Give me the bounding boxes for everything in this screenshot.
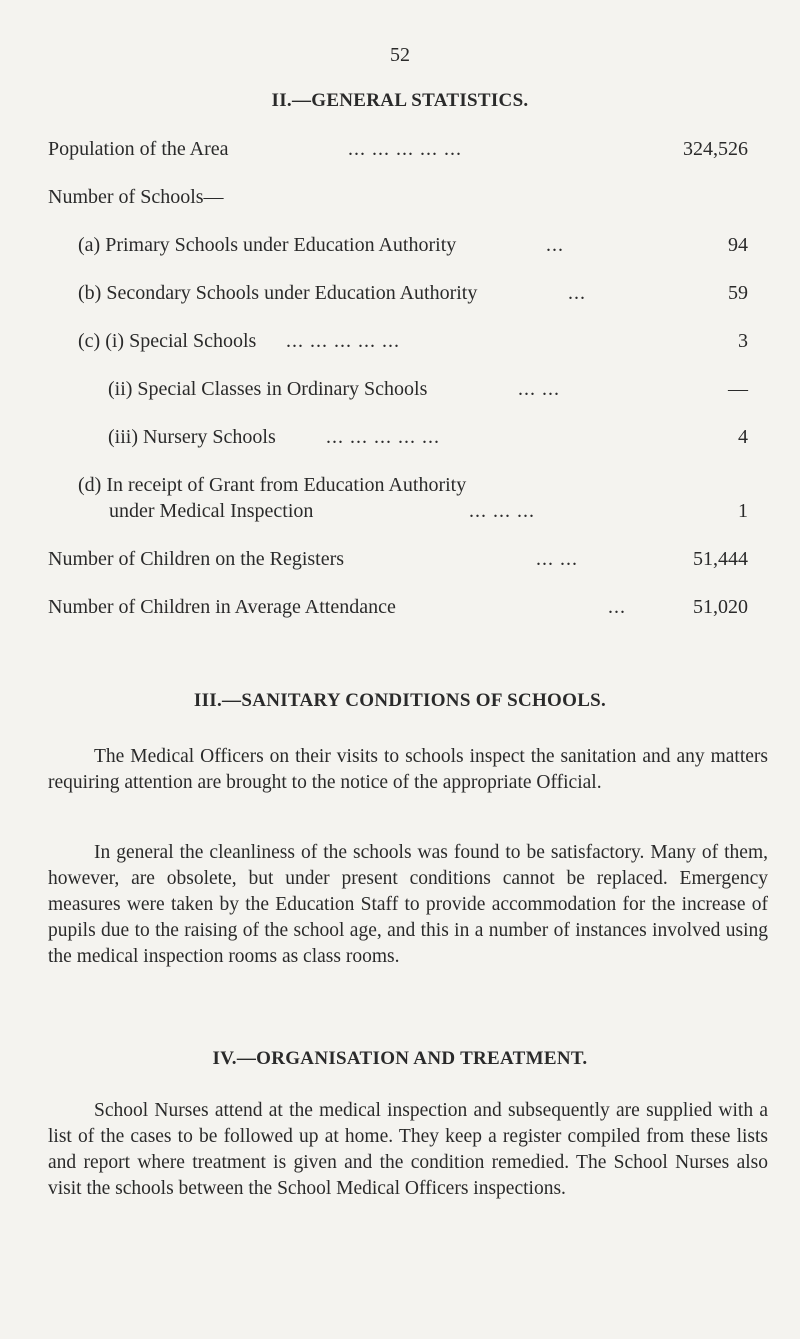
stat-value: 4: [738, 426, 748, 448]
leader-dots: ...: [546, 234, 564, 256]
section-heading-general-statistics: II.—GENERAL STATISTICS.: [271, 90, 529, 111]
stat-row: [78, 282, 748, 308]
stat-row: [78, 330, 748, 356]
stat-value: 1: [738, 500, 748, 522]
stat-label: (c) (i) Special Schools: [78, 330, 257, 352]
stat-label: (a) Primary Schools under Education Authority: [78, 234, 457, 256]
leader-dots: ... ...: [536, 548, 578, 570]
stat-value: 324,526: [683, 138, 748, 160]
stat-value: 94: [728, 234, 748, 256]
stat-row: [48, 596, 748, 622]
stat-row: [78, 474, 748, 500]
stat-value: 51,020: [693, 596, 748, 618]
stat-row: [48, 548, 748, 574]
leader-dots: ... ... ... ... ...: [286, 330, 400, 352]
paragraph: School Nurses attend at the medical inspection and subsequently are supplied with a list of the cases to be followed up at home. They keep a register compiled from these lists and report where treatment is given and the condition remedied. The School Nurses also visit the schools between the School Medical Officers inspections.: [48, 1100, 768, 1199]
leader-dots: ...: [608, 596, 626, 618]
stat-row: [48, 186, 748, 212]
section-heading-sanitary-conditions: III.—SANITARY CONDITIONS OF SCHOOLS.: [193, 690, 607, 711]
stat-label: (d) In receipt of Grant from Education Authority: [78, 474, 467, 496]
paragraph: The Medical Officers on their visits to schools inspect the sanitation and any matters requiring attention are brought to the notice of the appropriate Official.: [48, 746, 768, 793]
stat-row: [108, 426, 748, 452]
stat-label: Number of Children in Average Attendance: [48, 596, 396, 618]
leader-dots: ...: [568, 282, 586, 304]
paragraph: In general the cleanliness of the schools was found to be satisfactory. Many of them, however, are obsolete, but under present conditions cannot be replaced. Emergency measures were taken by the Education Staff to provide accommodation for the increase of pupils due to the raising of the school age, and this in a number of instances involved using the medical inspection rooms as class rooms.: [48, 842, 768, 967]
stat-row: [108, 378, 748, 404]
leader-dots: ... ... ... ... ...: [348, 138, 462, 160]
page-number: 52: [390, 44, 410, 66]
stat-value: —: [728, 378, 748, 400]
stat-label: Number of Children on the Registers: [48, 548, 345, 570]
stat-row: [48, 138, 748, 164]
stat-label: (iii) Nursery Schools: [108, 426, 276, 448]
stat-value: 3: [738, 330, 748, 352]
stat-row: [78, 234, 748, 260]
leader-dots: ... ...: [518, 378, 560, 400]
stat-label: under Medical Inspection: [109, 500, 314, 522]
section-heading-organisation-treatment: IV.—ORGANISATION AND TREATMENT.: [212, 1048, 588, 1069]
stat-label: (ii) Special Classes in Ordinary Schools: [108, 378, 428, 400]
leader-dots: ... ... ... ... ...: [326, 426, 440, 448]
stat-label: (b) Secondary Schools under Education Authority: [78, 282, 478, 304]
stat-value: 59: [728, 282, 748, 304]
stat-label: Population of the Area: [48, 138, 229, 160]
leader-dots: ... ... ...: [469, 500, 535, 522]
stat-label: Number of Schools—: [48, 186, 224, 208]
stat-row: [109, 500, 748, 526]
stat-value: 51,444: [693, 548, 748, 570]
